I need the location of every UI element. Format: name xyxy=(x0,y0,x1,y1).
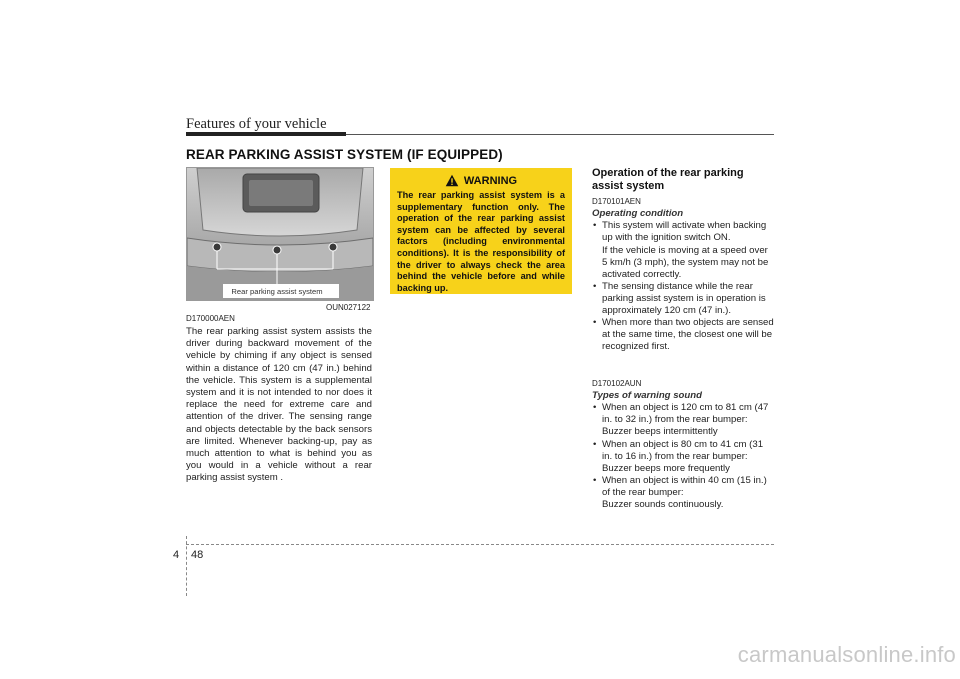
operation-code-1: D170101AEN xyxy=(592,197,641,206)
intro-text: The rear parking assist system assists the driver during backward movement of the vehicle by chiming if any object is sensed within a distance of 120 cm (47 in.) behind the vehicle. This system is a supplemental system and it is not intended to nor does it replace the need for extreme care and attention of the driver. The sensing range and objects detectable by the back sensors are limited. Whenever backing-up, pay as much attention to what is behind you as you would in a vehicle without a rear parking assist system . xyxy=(186,326,372,484)
warning-box xyxy=(390,168,572,294)
operation-code-2: D170102AUN xyxy=(592,379,642,388)
list-item-text: • When an object is 80 cm to 41 cm (31 in. to 16 in.) from the rear bumper: xyxy=(602,439,764,462)
list-item-subtext: Buzzer beeps intermittently xyxy=(602,426,718,437)
page-section-number: 4 xyxy=(173,549,180,561)
footer-vertical-rule xyxy=(186,536,187,596)
page-number: 48 xyxy=(191,549,204,561)
header-rule-thick xyxy=(186,132,346,136)
list-item-subtext: Buzzer beeps more frequently xyxy=(602,463,730,474)
photo-code: OUN027122 xyxy=(326,303,371,312)
operation-title-line2: assist system xyxy=(592,179,665,192)
intro-column xyxy=(186,314,372,485)
list-item xyxy=(592,220,774,281)
header-rule-thin xyxy=(346,134,774,135)
watermark: carmanualsonline.info xyxy=(737,642,956,667)
operating-condition-list xyxy=(592,220,774,353)
footer-dashed-rule xyxy=(186,544,774,545)
list-item xyxy=(592,281,774,317)
operation-title xyxy=(592,167,774,192)
warning-head xyxy=(397,174,565,187)
warning-icon xyxy=(445,174,459,187)
list-item xyxy=(592,439,774,475)
operation-column xyxy=(592,167,774,511)
list-item-subtext: If the vehicle is moving at a speed over 5 km/h (3 mph), the system may not be activated correctly. xyxy=(602,245,769,280)
operation-title-line1: Operation of the rear parking xyxy=(592,167,744,179)
list-item-text: • When more than two objects are sensed at the same time, the closest one will be recognized first. xyxy=(602,317,774,352)
operating-condition-heading: Operating condition xyxy=(592,208,684,219)
warning-sound-heading: Types of warning sound xyxy=(592,390,702,401)
warning-title: WARNING xyxy=(463,174,518,187)
photo-label: Rear parking assist system xyxy=(231,287,323,296)
list-item-text: • When an object is 120 cm to 81 cm (47 in. to 32 in.) from the rear bumper: xyxy=(602,402,769,425)
intro-code: D170000AEN xyxy=(186,314,235,323)
rear-bumper-illustration xyxy=(187,168,373,300)
section-title: REAR PARKING ASSIST SYSTEM (IF EQUIPPED) xyxy=(186,147,503,162)
list-item-text: • The sensing distance while the rear parking assist system is in operation is approximately 120 cm (47 in.). xyxy=(602,281,766,316)
rear-bumper-photo xyxy=(186,167,374,301)
list-item xyxy=(592,475,774,511)
header-title: Features of your vehicle xyxy=(186,116,327,132)
list-item-text: • This system will activate when backing up with the ignition switch ON. xyxy=(602,220,767,243)
warning-sound-list xyxy=(592,402,774,511)
list-item-subtext: Buzzer sounds continuously. xyxy=(602,499,724,510)
warning-text: The rear parking assist system is a supplementary function only. The operation of the rear parking assist system can be affected by several factors (including environmental conditions). It is the responsibility of the driver to always check the area behind the vehicle before and while backing up. xyxy=(397,190,565,293)
list-item xyxy=(592,402,774,438)
list-item-text: • When an object is within 40 cm (15 in.) of the rear bumper: xyxy=(602,475,767,498)
list-item xyxy=(592,317,774,353)
